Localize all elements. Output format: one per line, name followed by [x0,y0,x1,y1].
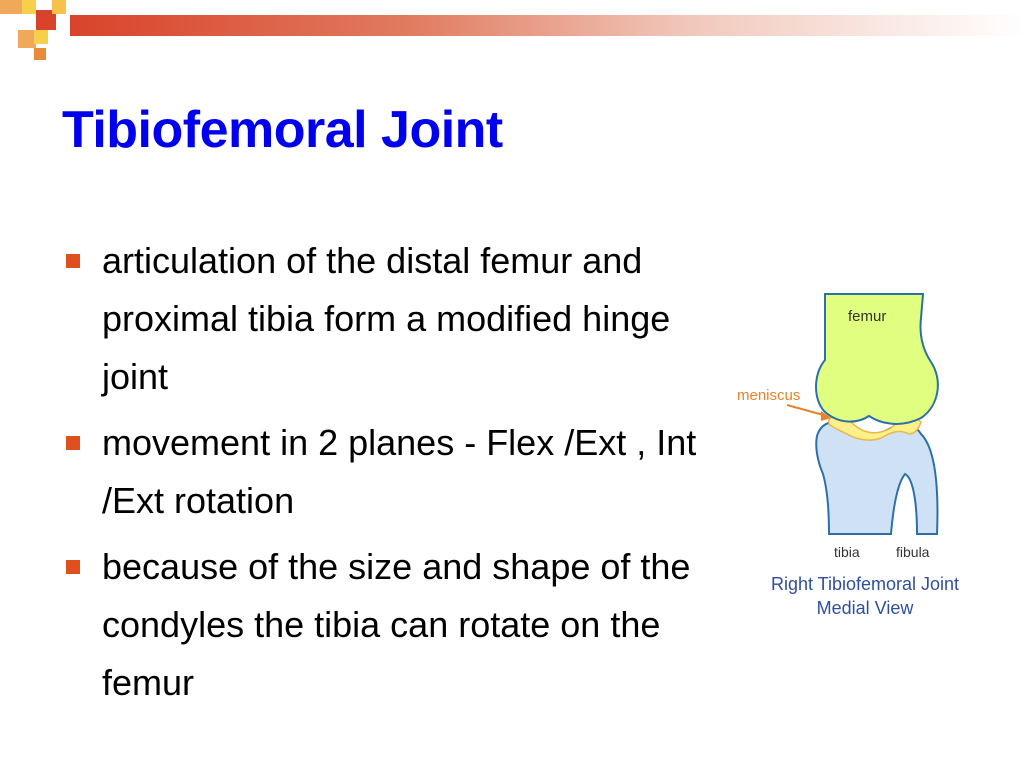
caption-line-1: Right Tibiofemoral Joint [770,574,960,594]
bullet-text: because of the size and shape of the condyles the tibia can rotate on the femur [102,546,691,703]
femur-label: femur [848,308,887,325]
square-bullet-icon [66,254,80,268]
bullet-text: movement in 2 planes - Flex /Ext , Int /Ext rotation [102,422,697,521]
caption-line-2: Medial View [816,598,914,618]
knee-joint-figure [725,288,1005,628]
fibula-label: fibula [896,544,930,560]
bullet-item [62,414,712,530]
bullet-list [62,232,712,720]
square-bullet-icon [66,436,80,450]
header-square-orange-3 [34,48,46,60]
meniscus-label: meniscus [737,387,801,404]
bullet-item [62,232,712,406]
bullet-item [62,538,712,712]
header-square-yellow-2 [34,30,48,44]
header-square-yellow [22,0,36,14]
bullet-text: articulation of the distal femur and proximal tibia form a modified hinge joint [102,240,671,397]
slide-title: Tibiofemoral Joint [62,101,503,159]
header-gradient-bar [70,15,1024,36]
header-square-gold [52,0,66,14]
knee-joint-drawing [725,288,1005,568]
header-square-orange [0,0,22,14]
header-decoration [0,0,1024,70]
square-bullet-icon [66,560,80,574]
figure-caption [725,572,1005,620]
tibia-label: tibia [834,544,860,560]
